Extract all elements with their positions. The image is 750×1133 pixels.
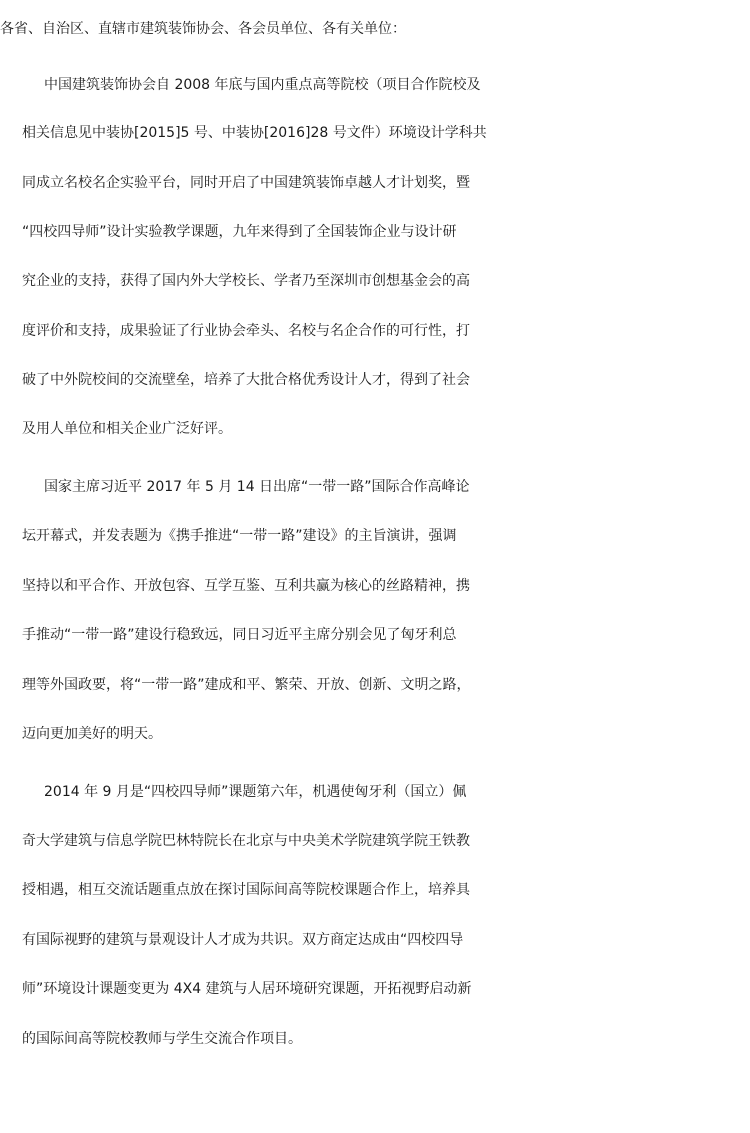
paragraph-3-line-4: 有国际视野的建筑与景观设计人才成为共识。双方商定达成由“四校四导: [22, 932, 464, 948]
paragraph-1-line-5: 究企业的支持，获得了国内外大学校长、学者乃至深圳市创想基金会的高: [22, 273, 470, 289]
paragraph-2-line-6: 迈向更加美好的明天。: [22, 726, 162, 742]
paragraph-1-line-4: “四校四导师”设计实验教学课题，九年来得到了全国装饰企业与设计研: [22, 224, 457, 240]
paragraph-3-line-2: 奇大学建筑与信息学院巴林特院长在北京与中央美术学院建筑学院王铁教: [22, 833, 470, 849]
paragraph-1-line-2: 相关信息见中装协[2015]5 号、中装协[2016]28 号文件）环境设计学科共: [22, 125, 487, 141]
paragraph-2-line-1: 国家主席习近平 2017 年 5 月 14 日出席“一带一路”国际合作高峰论: [44, 479, 470, 495]
paragraph-1-line-8: 及用人单位和相关企业广泛好评。: [22, 421, 232, 437]
paragraph-3-line-3: 授相遇，相互交流话题重点放在探讨国际间高等院校课题合作上，培养具: [22, 882, 470, 898]
paragraph-1-line-3: 同成立名校名企实验平台，同时开启了中国建筑装饰卓越人才计划奖，暨: [22, 175, 470, 191]
paragraph-3-line-6: 的国际间高等院校教师与学生交流合作项目。: [22, 1031, 302, 1047]
paragraph-2-line-2: 坛开幕式，并发表题为《携手推进“一带一路”建设》的主旨演讲，强调: [22, 528, 457, 544]
paragraph-2-line-3: 坚持以和平合作、开放包容、互学互鉴、互利共赢为核心的丝路精神，携: [22, 578, 470, 594]
paragraph-1-line-7: 破了中外院校间的交流壁垒，培养了大批合格优秀设计人才，得到了社会: [22, 372, 470, 388]
paragraph-2-line-4: 手推动“一带一路”建设行稳致远，同日习近平主席分别会见了匈牙利总: [22, 627, 457, 643]
paragraph-3-line-1: 2014 年 9 月是“四校四导师”课题第六年，机遇使匈牙利（国立）佩: [44, 784, 467, 800]
paragraph-1-line-1: 中国建筑装饰协会自 2008 年底与国内重点高等院校（项目合作院校及: [44, 77, 481, 93]
paragraph-2-line-5: 理等外国政要，将“一带一路”建成和平、繁荣、开放、创新、文明之路，: [22, 677, 471, 693]
salutation-line: 各省、自治区、直辖市建筑装饰协会、各会员单位、各有关单位：: [0, 21, 406, 37]
paragraph-1-line-6: 度评价和支持，成果验证了行业协会牵头、名校与名企合作的可行性，打: [22, 323, 470, 339]
paragraph-3-line-5: 师”环境设计课题变更为 4X4 建筑与人居环境研究课题，开拓视野启动新: [22, 981, 472, 997]
